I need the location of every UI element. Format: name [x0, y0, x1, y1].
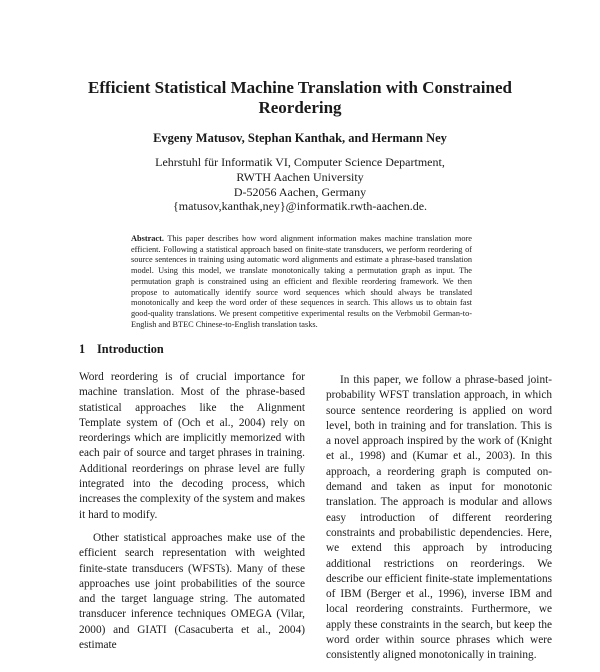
intro-paragraph-3: In this paper, we follow a phrase-based joint-probability WFST translation approach, in which source sentence reordering is applied on word level, both in training and for translation. This is a novel approach inspired by the work of (Knight et al., 1998) and (Kumar et al., 2003). In this approach, a reordering graph is computed on-demand and taken as input for monotonic translation. The approach is modular and allows easy introduction of different reordering constraints and probabilistic dependencies. Here, we extend this approach by introducing additional restrictions on reorderings. We describe our efficient finite-state implementations of IBM (Berger et al., 1996), inverse IBM and local reordering constraints. Furthermore, we apply these constraints in the search, but keep the word order within source phrases which were consistently aligned monotonically in training. [326, 374, 552, 662]
affiliation-line: Lehrstuhl für Informatik VI, Computer Science Department, [155, 155, 445, 169]
section-number: 1 [79, 342, 86, 356]
affiliation-block [60, 155, 540, 214]
paper-title: Efficient Statistical Machine Translation with Constrained Reordering [88, 78, 512, 117]
right-column [326, 373, 552, 672]
intro-paragraph-1: Word reordering is of crucial importance for machine translation. Most of the phrase-based statistical approaches like the Alignment Template system of (Och et al., 2004) rely on reorderings which are implicitly memorized with each pair of source and target phrases in training. Additional reorderings on phrase level are fully integrated into the decoding process, which increases the complexity of the system and makes it hard to modify. [79, 371, 305, 521]
affiliation-line: D-52056 Aachen, Germany [233, 184, 367, 199]
paper-authors: Evgeny Matusov, Stephan Kanthak, and Hermann Ney [153, 131, 447, 145]
intro-paragraph-2: Other statistical approaches make use of the efficient search representation with weighted finite-state transducers (WFSTs). Many of these approaches use joint probabilities of the source and the target language string. The automated transducer inference techniques OMEGA (Vilar, 2000) and GIATI (Casacuberta et al., 2004) estimate [79, 531, 305, 652]
abstract [131, 234, 472, 330]
abstract-label: Abstract. [131, 234, 164, 243]
affiliation-line: RWTH Aachen University [236, 169, 364, 184]
section-heading [79, 342, 305, 357]
left-column [79, 342, 305, 661]
section-title: Introduction [97, 342, 164, 356]
abstract-text: This paper describes how word alignment information makes machine translation more efficient. Following a statistical approach based on finite-state transducers, we perform reordering of source sentences in training using automatic word alignments and estimate a phrase-based translation model. Using this model, we translate monotonically taking a permutation graph as input. The permutation graph is constrained using an efficient and flexible reordering framework. We then propose to automatically identify source word sequences which should always be translated monotonically and keep the word order of these sequences in search. This allows us to obtain fast good-quality translations. We present competitive experimental results on the Verbmobil German-to-English and BTEC Chinese-to-English translation tasks. [131, 234, 472, 329]
affiliation-email: {matusov,kanthak,ney}@informatik.rwth-aachen.de. [172, 199, 428, 214]
